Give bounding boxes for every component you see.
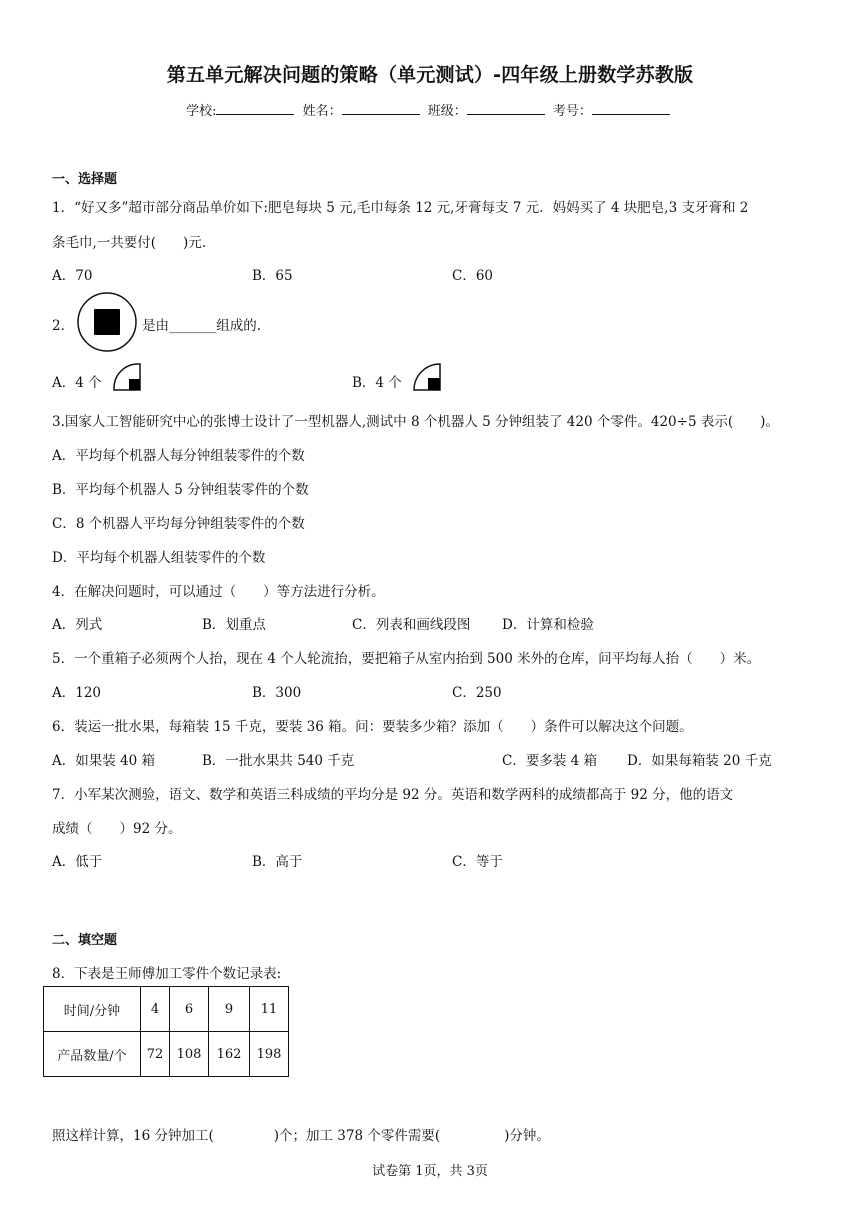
question-1-line-1: 1．“好又多”超市部分商品单价如下:肥皂每块 5 元,毛巾每条 12 元,牙膏每支 7 元．妈妈买了 4 块肥皂,3 支牙膏和 2 — [52, 200, 749, 216]
q2-option-b[interactable]: B．4 个 — [352, 375, 402, 391]
q4-option-b[interactable]: B．划重点 — [202, 617, 266, 633]
table-cell: 198 — [250, 1032, 289, 1077]
question-8-text: 8．下表是王师傅加工零件个数记录表: — [52, 966, 282, 982]
question-4-text: 4．在解决问题时，可以通过（ ）等方法进行分析。 — [52, 584, 385, 600]
q5-option-b[interactable]: B．300 — [252, 685, 302, 701]
circle-square-figure — [74, 291, 140, 353]
id-label: 考号： — [552, 104, 592, 119]
page-title: 第五单元解决问题的策略（单元测试）-四年级上册数学苏教版 — [166, 64, 694, 86]
name-field[interactable] — [342, 102, 420, 115]
quarter-shape-b-icon — [412, 362, 442, 392]
q3-option-c[interactable]: C．8 个机器人平均每分钟组装零件的个数 — [52, 516, 305, 532]
table-cell: 72 — [141, 1032, 170, 1077]
table-cell: 4 — [141, 987, 170, 1032]
table-cell: 产品数量/个 — [44, 1032, 141, 1077]
section-heading-choice: 一、选择题 — [52, 172, 118, 187]
question-7-line-1: 7．小军某次测验，语文、数学和英语三科成绩的平均分是 92 分。英语和数学两科的成绩都高于 92 分，他的语文 — [52, 787, 734, 803]
q8-answer-text-3: )分钟。 — [504, 1128, 550, 1144]
question-2-number: 2． — [52, 318, 75, 334]
q7-option-c[interactable]: C．等于 — [452, 854, 503, 870]
table-row — [44, 987, 289, 1032]
id-field[interactable] — [592, 102, 670, 115]
class-field[interactable] — [467, 102, 545, 115]
table-cell: 11 — [250, 987, 289, 1032]
record-table — [43, 986, 289, 1077]
table-cell: 6 — [170, 987, 209, 1032]
q4-option-d[interactable]: D．计算和检验 — [502, 617, 594, 633]
question-5-text: 5．一个重箱子必须两个人抬，现在 4 个人轮流抬，要把箱子从室内抬到 500 米外的仓库，问平均每人抬（ ）米。 — [52, 651, 761, 667]
school-field[interactable] — [216, 102, 294, 115]
q7-option-a[interactable]: A．低于 — [52, 854, 103, 870]
question-7-line-2: 成绩（ ）92 分。 — [52, 821, 182, 837]
q6-option-c[interactable]: C．要多装 4 箱 — [502, 753, 598, 769]
page-footer: 试卷第 1页，共 3页 — [372, 1164, 488, 1179]
q1-option-a[interactable]: A．70 — [52, 268, 93, 284]
quarter-shape-a-icon — [112, 362, 142, 392]
class-label: 班级： — [427, 104, 467, 119]
question-8-answer-line — [52, 1124, 550, 1144]
question-1-line-2: 条毛巾,一共要付( )元. — [52, 235, 207, 251]
question-3-text: 3.国家人工智能研究中心的张博士设计了一型机器人,测试中 8 个机器人 5 分钟组装了 420 个零件。420÷5 表示( )。 — [52, 414, 779, 430]
q8-answer-text-2: )个；加工 378 个零件需要( — [273, 1128, 441, 1144]
q2-option-a[interactable]: A．4 个 — [52, 375, 102, 391]
q5-option-a[interactable]: A．120 — [52, 685, 102, 701]
q6-option-b[interactable]: B．一批水果共 540 千克 — [202, 753, 355, 769]
table-cell: 9 — [209, 987, 250, 1032]
q8-answer-text-1: 照这样计算，16 分钟加工( — [52, 1128, 214, 1144]
q3-option-b[interactable]: B．平均每个机器人 5 分钟组装零件的个数 — [52, 482, 309, 498]
section-heading-fill-in: 二、填空题 — [52, 933, 118, 948]
student-info-line — [0, 100, 860, 119]
q6-option-d[interactable]: D．如果每箱装 20 千克 — [627, 753, 772, 769]
name-label: 姓名： — [302, 104, 342, 119]
q3-option-a[interactable]: A．平均每个机器人每分钟组装零件的个数 — [52, 448, 305, 464]
q1-option-c[interactable]: C．60 — [452, 268, 494, 284]
table-cell: 108 — [170, 1032, 209, 1077]
question-2-text: 是由_______组成的. — [142, 318, 262, 334]
q1-option-b[interactable]: B．65 — [252, 268, 293, 284]
q4-option-c[interactable]: C．列表和画线段图 — [352, 617, 471, 633]
q7-option-b[interactable]: B．高于 — [252, 854, 303, 870]
q4-option-a[interactable]: A．列式 — [52, 617, 103, 633]
question-6-text: 6．装运一批水果，每箱装 15 千克，要装 36 箱。问：要装多少箱？添加（ ）条件可以解决这个问题。 — [52, 719, 693, 735]
q5-option-c[interactable]: C．250 — [452, 685, 502, 701]
table-row — [44, 1032, 289, 1077]
q3-option-d[interactable]: D．平均每个机器人组装零件的个数 — [52, 550, 266, 566]
school-label: 学校: — [186, 104, 217, 119]
q6-option-a[interactable]: A．如果装 40 箱 — [52, 753, 156, 769]
table-cell: 时间/分钟 — [44, 987, 141, 1032]
table-cell: 162 — [209, 1032, 250, 1077]
